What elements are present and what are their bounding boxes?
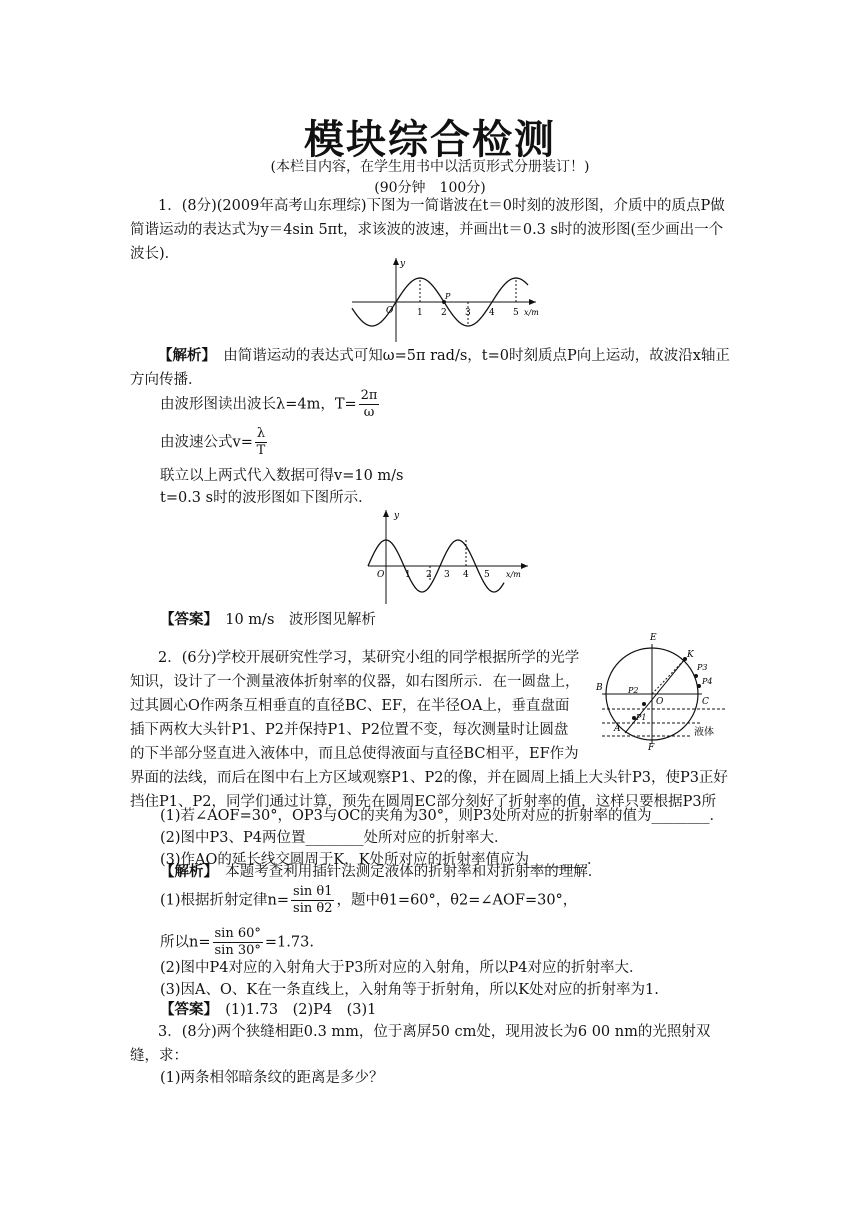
fraction [359,388,380,421]
q1-analysis-4: 联立以上两式代入数据可得v=10 m/s [160,468,404,484]
label-b: B [596,683,603,693]
numerator: sin 60° [214,926,261,941]
label-o: O [656,697,664,707]
label-f: F [648,743,655,752]
tick-label: 5 [513,308,519,318]
answer-text: 10 m/s 波形图见解析 [225,612,376,628]
point-p-label: P [445,292,451,301]
analysis-text: ，题中θ1=60°，θ2=∠AOF=30°， [336,892,578,909]
question-1-text: 1．(8分)(2009年高考山东理综)下图为一简谐波在t＝0时刻的波形图，介质中的质点P做简谐运动的表达式为y＝4sin 5πt，求该波的波速，并画出t＝0.3 s时的波形图(至少画出一个波长)． [130,198,725,262]
analysis-text: 由波形图读出波长λ=4m，T= [160,396,357,413]
analysis-text: 所以n= [160,934,211,951]
fraction [213,926,263,959]
tick-label: 1 [405,570,411,580]
analysis-text: (1)根据折射定律n= [160,892,290,909]
q1-analysis-5: t=0.3 s时的波形图如下图所示． [160,490,373,506]
q1-analysis-1 [130,344,730,392]
denominator: ω [363,405,375,420]
label-p1: P1 [636,713,647,722]
q1-answer [160,608,376,632]
q2-sub-2: (2)图中P3、P4两位置________处所对应的折射率大． [160,830,509,846]
q2-sub-1: (1)若∠AOF=30°，OP3与OC的夹角为30°，则P3处所对应的折射率的值为________． [160,808,724,824]
wave-graph-t0 [348,254,540,344]
q3-sub-1: (1)两条相邻暗条纹的距离是多少？ [160,1070,384,1086]
denominator: T [256,443,266,458]
tick-label: 4 [463,570,469,580]
wave-graph-t03 [364,506,532,606]
q2-answer [160,998,376,1022]
y-axis-label: y [400,259,406,269]
answer-text: (1)1.73 (2)P4 (3)1 [225,1002,377,1018]
x-axis-label: x/m [506,570,521,579]
denominator: sin 30° [214,943,261,958]
numerator: 2π [360,388,378,403]
tick-label: 3 [444,570,450,580]
page-title: 模块综合检测 [304,116,556,163]
answer-tag: 【答案】 [160,1001,211,1018]
refraction-disk-diagram [596,628,736,752]
label-a: A [614,724,621,734]
question-3-text: 3．(8分)两个狭缝相距0.3 mm，位于离屏50 cm处，现用波长为6 00 nm的光照射双缝，求： [130,1024,711,1064]
analysis-text: =1.73. [264,934,314,951]
fraction [255,426,267,459]
tick-label: 4 [489,308,495,318]
q2-analysis-1 [160,884,577,917]
q2-analysis-3: (2)图中P4对应的入射角大于P3所对应的入射角，所以P4对应的折射率大． [160,960,644,976]
question-2-body: 2．(6分)学校开展研究性学习，某研究小组的同学根据所学的光学知识，设计了一个测量液体折射率的仪器，如右图所示．在一圆盘上，过其圆心O作两条互相垂直的直径BC、EF，在半径OA上，垂直盘面插下两枚大头针P1、P2并保持P1、P2位置不变，每次测量时让圆盘的下半部分竖直进入液体中，而且总使得液面与直径BC相平，EF作为界面的法线，而后在图中右上方区域观察P1、P2的像，并在圆周上插上大头针P3，使P3正好挡住P1、P2，同学们通过计算，预先在圆周EC部分刻好了折射率的值，这样只要根据P3所 [130,650,728,810]
analysis-tag: 【解析】 [158,347,209,364]
label-liquid: 液体 [694,727,714,738]
analysis-text: 由简谐运动的表达式可知ω=5π rad/s，t=0时刻质点P向上运动，故波沿x轴正方向传播． [130,348,730,388]
tick-label: 3 [465,308,471,318]
q2-sub-3: (3)作AO的延长线交圆周于K，K处所对应的折射率值应为________． [160,852,602,868]
q1-analysis-2 [160,388,381,421]
denominator: sin θ2 [293,901,333,916]
fraction [291,884,334,917]
tick-label: 2 [426,570,432,580]
tick-label: 1 [417,308,423,318]
q2-analysis-4: (3)因A、O、K在一条直线上，入射角等于折射角，所以K处对应的折射率为1. [160,982,659,998]
numerator: sin θ1 [293,884,333,899]
q1-analysis-3 [160,426,269,459]
tick-label: 5 [484,570,490,580]
label-e: E [650,633,657,643]
x-axis-label: x/m [524,308,539,317]
analysis-text: 由波速公式v= [160,434,253,451]
label-c: C [702,697,709,707]
origin-label: O [377,570,385,580]
tick-label: 2 [441,308,447,318]
label-k: K [687,650,694,660]
analysis-text: 本题考查利用插针法测定液体的折射率和对折射率的理解． [225,864,603,880]
label-p3: P3 [697,663,708,672]
binding-note: (本栏目内容，在学生用书中以活页形式分册装订！) [270,159,590,175]
q2-analysis-2 [160,926,314,959]
label-p2: P2 [628,686,639,695]
label-p4: P4 [702,677,713,686]
q2-analysis-0 [160,860,602,884]
analysis-tag: 【解析】 [160,863,211,880]
numerator: λ [256,426,266,441]
y-axis-label: y [394,511,400,521]
time-score: (90分钟 100分) [374,180,486,196]
answer-tag: 【答案】 [160,611,211,628]
origin-label: O [386,306,394,316]
